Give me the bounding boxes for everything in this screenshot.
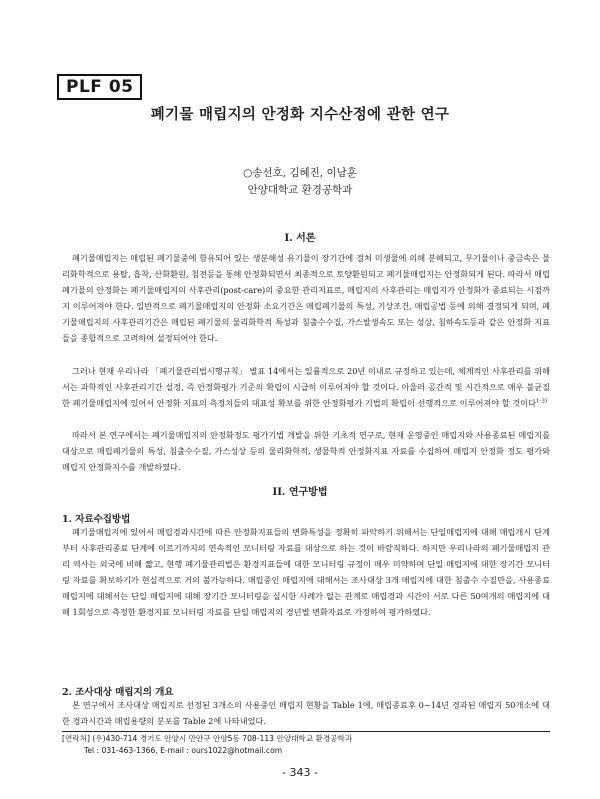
- methods-paragraph-1: 폐기물매립지에 있어서 매립경과시간에 따른 안정화지표들의 변화특성을 정확히 파악하기 위해서는 단일매립지에 대해 매립개시 단계부터 사후관리종료 단계에 이르기까지의 연속적인 모니터링 자료를 대상으로 하는 것이 바람직하다. 하지만 우리나라의 폐기물매립지 관리 역사는 외국에 비해 짧고, 현행 폐기물관리법은 환경지표들에 대한 모니터링 규정이 매우 미약하여 단일 매립지에 대한 장기간 모니터링 자료를 확보하기가 현실적으로 거의 불가능하다. 매립중인 매립지에 대해서는 조사대상 3개 매립지에 대한 침출수 수질만을, 사용종료 매립지에 대해서는 단일 매립지에 대해 장기간 모니터링을 실시한 사례가 없는 관계로 매립경과 시간이 서로 다른 50여개의 매립지에 대해 1회성으로 측정한 환경지표 모니터링 자료를 단일 매립지의 경년별 변화자료로 가정하여 평가하였다.: [62, 527, 550, 618]
- session-tag: PLF 05: [57, 74, 142, 100]
- section-heading-introduction: I. 서론: [284, 233, 316, 244]
- citation-superscript: 1-3): [536, 398, 548, 405]
- methods-paragraph-2: 본 연구에서 조사대상 매립지로 선정된 3개소의 사용중인 매립지 현황을 Table 1에, 매립종료후 0~14년 경과된 매립지 50개소에 대한 경과시간과 매립용량의 분포를 Table 2에 나타내었다.: [62, 700, 550, 727]
- section-heading-methods: II. 연구방법: [272, 487, 328, 498]
- author-list: ○송선호, 김혜진, 이남훈: [243, 167, 357, 179]
- intro-paragraph-2-text: 그러나 현재 우리나라 「폐기물관리법시행규칙」 별표 14에서는 일률적으로 20년 이내로 규정하고 있는데, 체계적인 사후관리를 위해서는 과학적인 사후관리기간 설정, 즉 안정화평가 기준의 확립이 시급히 이루어져야 할 것이다. 아울러 공간적 및 시간적으로 매우 불균질한 폐기물매립지에 있어서 안정화 지표의 측정치들의 대표성 확보를 위한 안정화평가 기법의 확립이 선행적으로 이루어져야 할 것이다: [62, 366, 550, 409]
- affiliation: 안양대학교 환경공학과: [247, 184, 353, 196]
- contact-address: [연락처] (우)430-714 경기도 안양시 만안구 안양5동 708-113 안양대학교 환경공학과: [62, 734, 353, 743]
- subsection-heading-data-collection: 1. 자료수집방법: [62, 514, 131, 525]
- subsection-heading-landfill-overview: 2. 조사대상 매립지의 개요: [62, 687, 174, 698]
- intro-paragraph-3: 따라서 본 연구에서는 폐기물매립지의 안정화정도 평가기법 개발을 위한 기초적 연구로, 현재 운영중인 매립지와 사용종료된 매립지를 대상으로 매립폐기물의 특성, 침출수수질, 가스성상 등의 물리화학적, 생물학적 안정화지표 자료를 수집하여 매립지 안정화 정도 평가와 매립지 안정화지수를 개발하였다.: [62, 430, 550, 473]
- contact-tel-email: Tel : 031-463-1366, E-mail : ours1022@hotmail.com: [84, 745, 283, 755]
- intro-paragraph-1: 폐기물매립지는 매립된 폐기물중에 함유되어 있는 생분해성 유기물이 장기간에 걸쳐 미생물에 의해 분해되고, 무기물이나 중금속은 물리화학적으로 용탈, 흡착, 산화환원, 침전등을 통해 안정화되면서 최종적으로 토양환원되고 폐기물매립지는 안정화되게 된다. 따라서 매립폐기물의 안정화는 폐기물매립지의 사후관리(post-care)의 중요한 관리지표로, 매립지의 사후관리는 매립지가 안정화가 종료되는 시점까지 이루어져야 한다. 일반적으로 폐기물매립지의 안정화 소요기간은 매립폐기물의 특성, 기상조건, 매립공법 등에 의해 결정되게 되며, 폐기물매립지의 사후관리기간은 매립된 폐기물의 물리화학적 특성과 침출수수질, 가스발생속도 또는 성상, 침하속도등과 같은 안정화 지표들을 종합적으로 고려하여 설정되어야 한다.: [62, 253, 550, 344]
- footer-rule: [62, 731, 550, 732]
- contact-info: [62, 733, 352, 756]
- paper-title: 폐기물 매립지의 안정화 지수산정에 관한 연구: [150, 106, 450, 123]
- page-number: - 343 -: [282, 766, 318, 779]
- intro-paragraph-2: [62, 363, 550, 411]
